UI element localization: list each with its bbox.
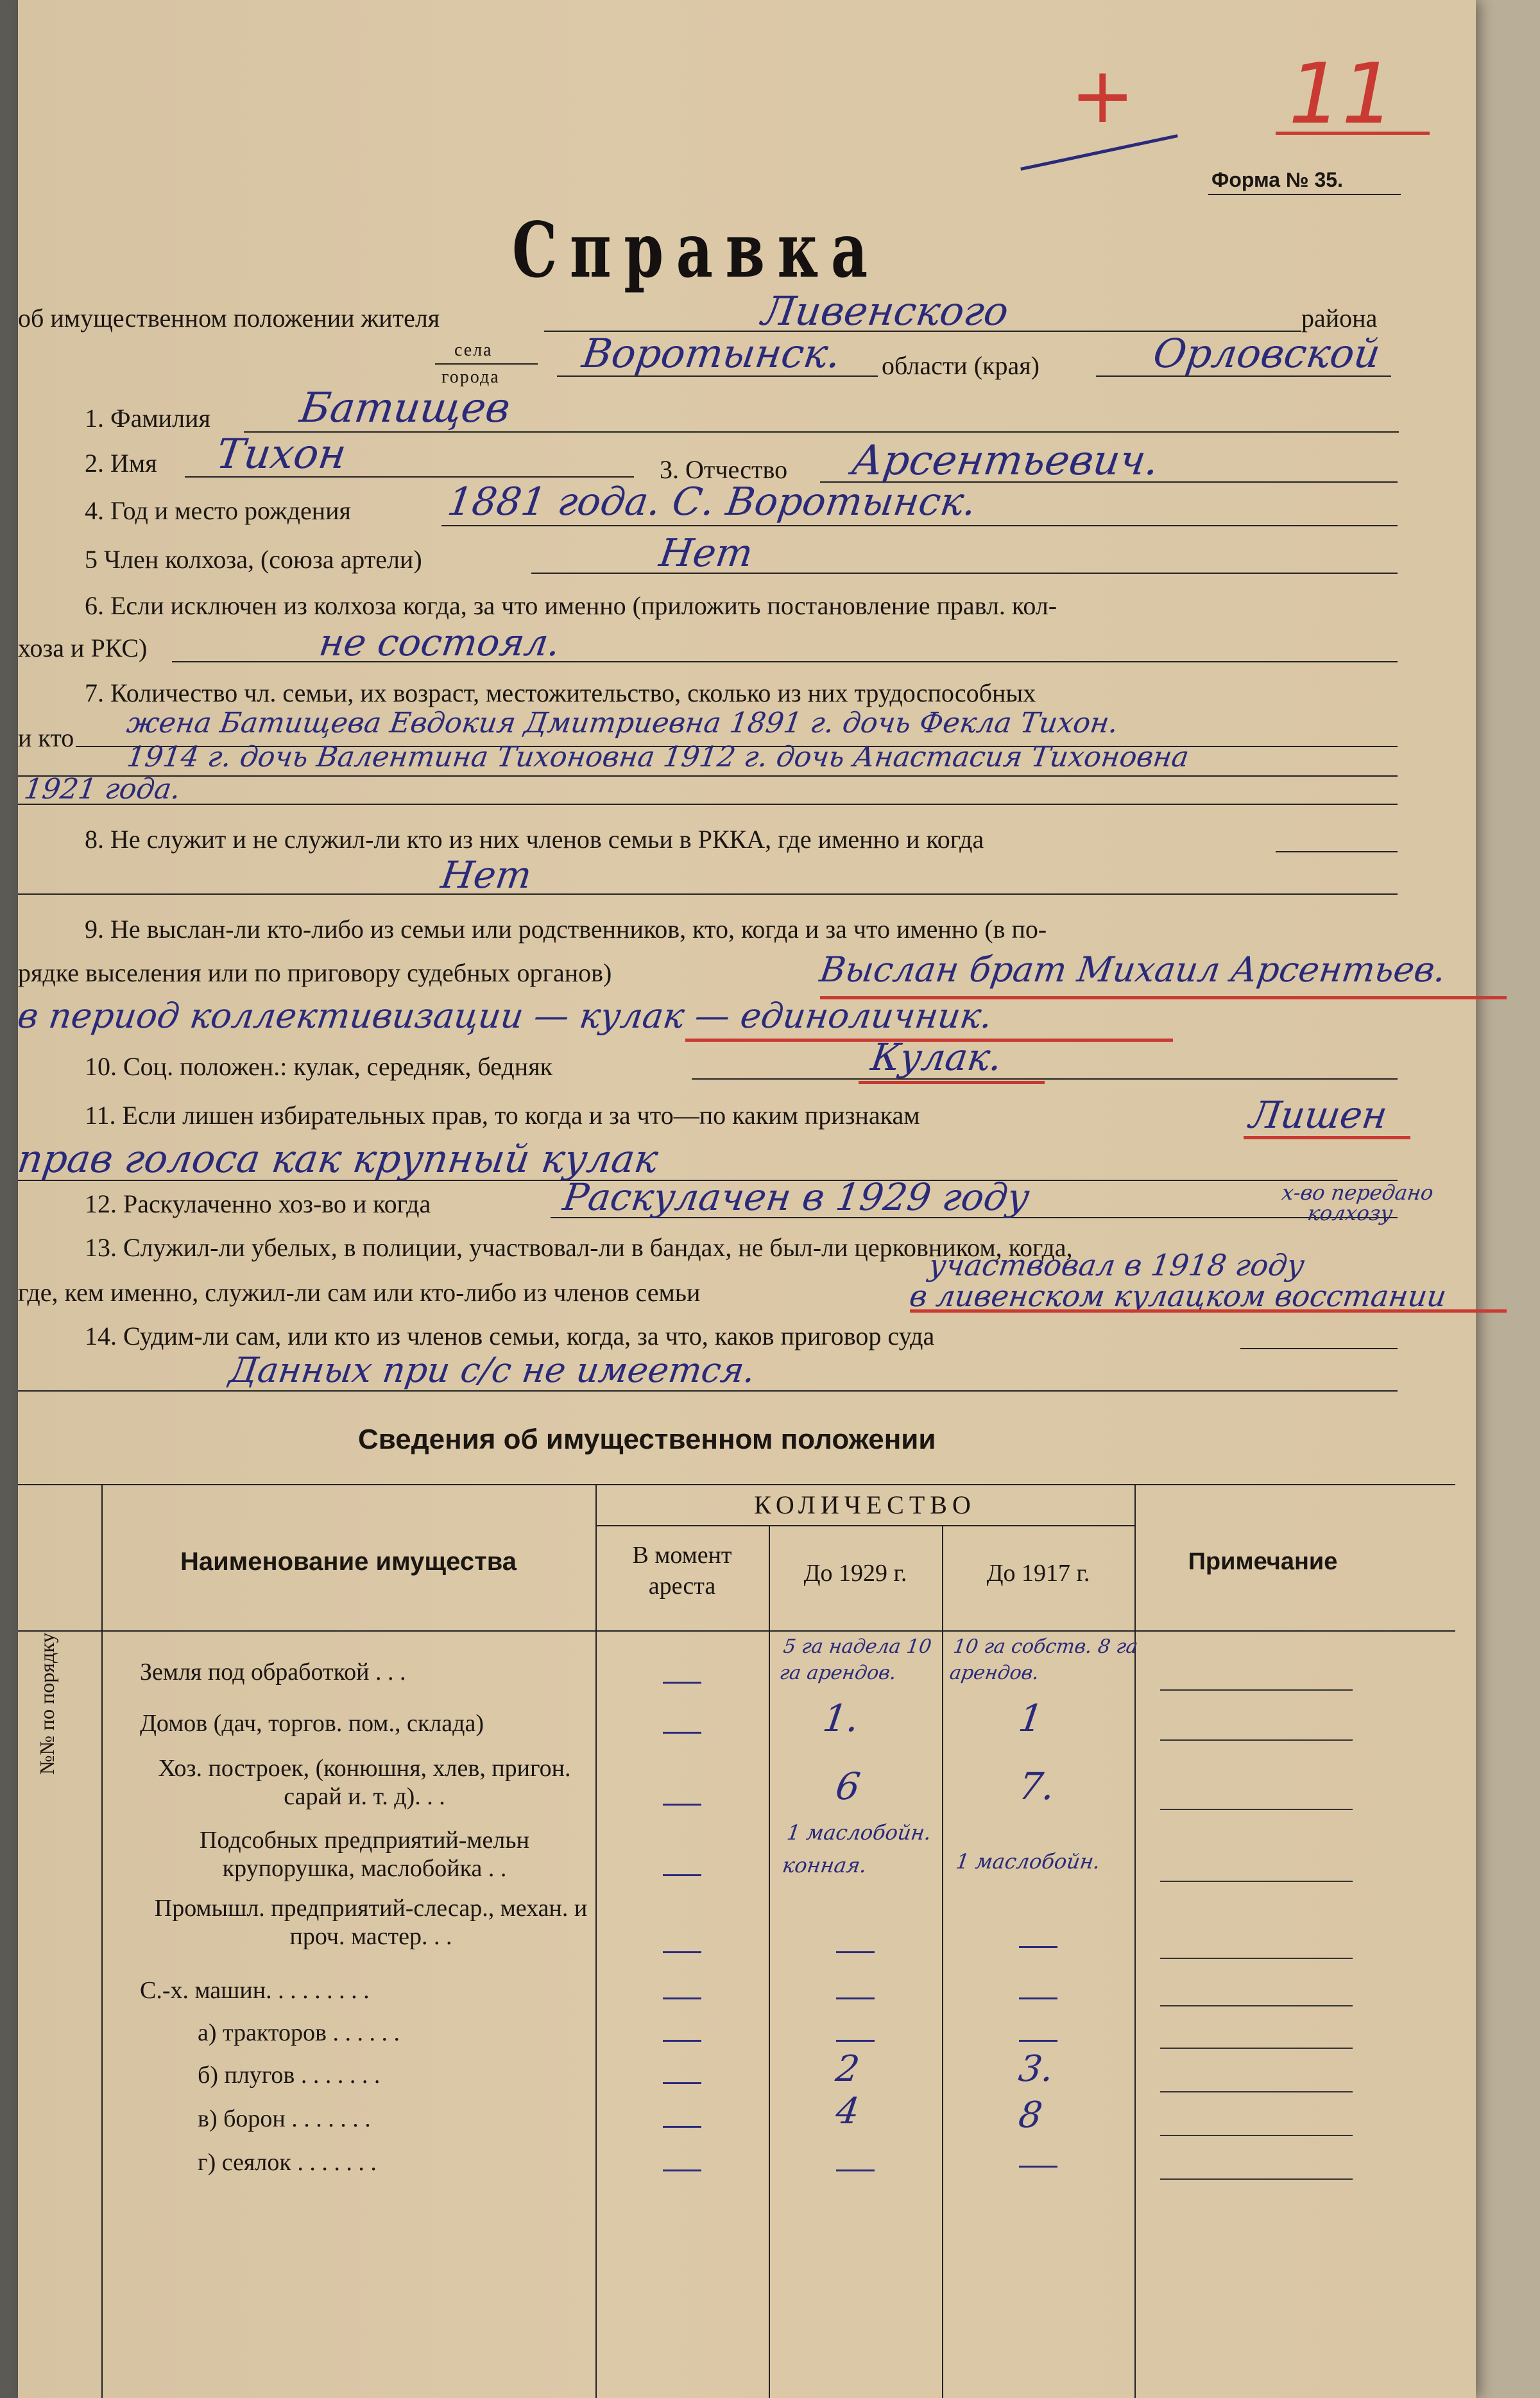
disenfranchised-red-underline xyxy=(1244,1136,1410,1139)
property-section-title: Сведения об имущественном положении xyxy=(358,1424,936,1455)
row-aux-note xyxy=(1160,1881,1353,1882)
row-industrial-name: Промышл. предприятий-слесар., механ. и проч. мастер. . . xyxy=(154,1895,588,1950)
corner-number-underline xyxy=(1276,132,1430,135)
selo-goroda-divider xyxy=(435,363,538,365)
goroda-label: города xyxy=(441,367,500,387)
row-aux-1929: 1 маслобойн. конная. xyxy=(780,1820,933,1878)
uprising-red-underline xyxy=(910,1309,1507,1313)
field4-label: 4. Год и место рождения xyxy=(85,496,351,525)
conviction-value: Данных при с/с не имеется. xyxy=(227,1350,758,1390)
table-top-border xyxy=(18,1484,1455,1485)
field14-line1: 14. Судим-ли сам, или кто из членов семьи, когда, за что, каков приговор суда xyxy=(85,1322,935,1350)
disenfranchised-value-2: прав голоса как крупный кулак xyxy=(15,1137,661,1182)
row-harrows-name: в) борон . . . . . . . xyxy=(198,2105,371,2132)
col-arrest-header: В момент ареста xyxy=(632,1542,732,1600)
row-industrial-arrest xyxy=(663,1951,701,1953)
document-title: Справка xyxy=(512,205,880,295)
family-value-2: 1914 г. дочь Валентина Тихоновна 1912 г. дочь Анастасия Тихоновна xyxy=(124,741,1192,773)
patronymic-value: Арсентьевич. xyxy=(848,437,1162,485)
row-machines-name: С.-х. машин. . . . . . . . . xyxy=(140,1977,370,2004)
surname-value: Батищев xyxy=(296,384,513,432)
col-note-header: Примечание xyxy=(1188,1548,1338,1575)
table-header-bottom xyxy=(18,1630,1455,1632)
row-ploughs-note xyxy=(1160,2091,1353,2092)
social-status-red-underline xyxy=(859,1081,1045,1084)
row-ploughs-1917: 3. xyxy=(1016,2048,1057,2090)
row-land-arrest xyxy=(663,1682,701,1684)
field13-line1: 13. Служил-ли убелых, в полиции, участвовал-ли в бандах, не был-ли церковником, когда, xyxy=(85,1233,1073,1262)
family-value-1: жена Батищева Евдокия Дмитриевна 1891 г. дочь Фекла Тихон. xyxy=(124,707,1120,739)
row-machines-1929 xyxy=(836,1997,875,1999)
document-sheet xyxy=(15,0,1476,2398)
row-land-1929: 5 га надела 10 га арендов. xyxy=(778,1635,933,1684)
intro-line2-mid: области (края) xyxy=(882,351,1040,380)
field13-line2: где, кем именно, служил-ли сам или кто-либо из членов семьи xyxy=(18,1278,701,1307)
row-houses-1917: 1 xyxy=(1016,1696,1046,1740)
row-seeders-note xyxy=(1160,2178,1353,2180)
row-aux-1917: 1 маслобойн. xyxy=(954,1849,1102,1874)
col-number-header: №№ по порядку xyxy=(35,1632,58,1775)
row-tractors-name: а) тракторов . . . . . . xyxy=(198,2019,400,2046)
field11-line1: 11. Если лишен избирательных прав, то когда и за что—по каким признакам xyxy=(85,1101,920,1130)
row-houses-1929: 1. xyxy=(820,1696,862,1740)
row-ploughs-name: б) плугов . . . . . . . xyxy=(198,2062,381,2089)
field9-line1: 9. Не выслан-ли кто-либо из семьи или родственников, кто, когда и за что именно (в по- xyxy=(85,915,1047,944)
row-harrows-1917: 8 xyxy=(1016,2094,1045,2136)
village-value: Воротынск. xyxy=(579,330,844,377)
row-aux-name: Подсобных предприятий-мельн крупорушка, маслобойка . . xyxy=(200,1827,529,1882)
exclusion-value: не состоял. xyxy=(316,621,563,664)
dekulakized-value: Раскулачен в 1929 году xyxy=(560,1175,1032,1219)
field7-underline-3 xyxy=(18,804,1398,805)
red-army-value: Нет xyxy=(438,853,535,897)
row-machines-arrest xyxy=(663,1997,701,1999)
dekulakized-note-1: х-во передано xyxy=(1280,1180,1435,1205)
row-ploughs-arrest xyxy=(663,2082,701,2084)
field8-underline-2 xyxy=(18,893,1398,895)
row-land-note xyxy=(1160,1689,1353,1691)
row-seeders-arrest xyxy=(663,2169,701,2171)
field10-underline xyxy=(692,1078,1398,1080)
field14-underline-2 xyxy=(18,1390,1398,1392)
row-seeders-name: г) сеялок . . . . . . . xyxy=(198,2149,377,2176)
field1-label: 1. Фамилия xyxy=(85,404,210,433)
field8-underline-1 xyxy=(1276,851,1398,852)
row-buildings-note xyxy=(1160,1809,1353,1810)
row-houses-name: Домов (дач, торгов. пом., склада) xyxy=(140,1710,484,1737)
col-1929-header: До 1929 г. xyxy=(803,1560,907,1587)
field14-underline-1 xyxy=(1240,1348,1398,1349)
kolkhoz-member-value: Нет xyxy=(656,531,756,576)
field7-prefix: и кто xyxy=(18,723,74,752)
row-seeders-1929 xyxy=(836,2169,875,2171)
row-buildings-1917: 7. xyxy=(1016,1764,1058,1808)
row-seeders-1917 xyxy=(1019,2166,1057,2168)
row-houses-arrest xyxy=(663,1732,701,1734)
row-tractors-note xyxy=(1160,2048,1353,2049)
field4-underline xyxy=(441,525,1398,526)
row-land-name: Земля под обработкой . . . xyxy=(140,1659,406,1686)
corner-mark-plus: + xyxy=(1070,51,1135,141)
family-value-3: 1921 года. xyxy=(22,773,183,806)
row-harrows-note xyxy=(1160,2135,1353,2136)
table-col-divider-1 xyxy=(101,1484,103,2398)
exile-value-1: Выслан брат Михаил Арсентьев. xyxy=(817,949,1449,990)
field12-label: 12. Раскулаченно хоз-во и когда xyxy=(85,1189,431,1218)
row-buildings-1929: 6 xyxy=(833,1764,863,1808)
table-col-divider-5 xyxy=(1134,1484,1136,2398)
row-buildings-arrest xyxy=(663,1804,701,1806)
col-name-header: Наименование имущества xyxy=(180,1548,517,1576)
col-1917-header: До 1917 г. xyxy=(986,1560,1090,1587)
row-harrows-1929: 4 xyxy=(833,2091,862,2132)
dekulakized-note-2: колхозу xyxy=(1306,1201,1394,1225)
first-name-value: Тихон xyxy=(213,431,349,478)
row-tractors-arrest xyxy=(663,2040,701,2042)
disenfranchised-value-1: Лишен xyxy=(1247,1093,1390,1137)
field5-label: 5 Член колхоза, (союза артели) xyxy=(85,545,422,574)
selo-label: села xyxy=(454,340,493,360)
field8-line1: 8. Не служит и не служил-ли кто из них членов семьи в РККА, где именно и когда xyxy=(85,825,984,854)
social-status-value: Кулак. xyxy=(868,1035,1005,1079)
row-houses-note xyxy=(1160,1739,1353,1741)
form-number-underline xyxy=(1208,194,1401,195)
intro-line1-suffix: района xyxy=(1301,304,1378,332)
district-value: Ливенского xyxy=(758,288,1012,334)
intro-line1-prefix: об имущественном положении жителя xyxy=(18,304,440,332)
row-buildings-name: Хоз. построек, (конюшня, хлев, пригон. сарай и. т. д). . . xyxy=(158,1755,571,1810)
table-col-divider-3 xyxy=(769,1525,770,2398)
field6-line2: хоза и РКС) xyxy=(18,634,148,662)
field10-label: 10. Соц. положен.: кулак, середняк, бедняк xyxy=(85,1052,553,1081)
col-quantity-header: КОЛИЧЕСТВО xyxy=(754,1490,976,1519)
region-value: Орловской xyxy=(1150,330,1383,377)
exile-value-2: в период коллективизации — кулак — единоличник. xyxy=(15,996,995,1036)
field9-line2: рядке выселения или по приговору судебных органов) xyxy=(18,958,612,987)
birth-value: 1881 года. С. Воротынск. xyxy=(445,479,979,524)
row-tractors-1929 xyxy=(836,2040,875,2042)
row-ploughs-1929: 2 xyxy=(833,2048,862,2090)
field7-line1: 7. Количество чл. семьи, их возраст, местожительство, сколько из них трудоспособных xyxy=(85,678,1036,707)
field6-line1: 6. Если исключен из колхоза когда, за что именно (приложить постановление правл. кол- xyxy=(85,591,1057,620)
row-tractors-1917 xyxy=(1019,2040,1057,2042)
row-harrows-arrest xyxy=(663,2126,701,2128)
row-machines-1917 xyxy=(1019,1997,1057,1999)
row-industrial-1917 xyxy=(1019,1946,1057,1948)
row-industrial-1929 xyxy=(836,1951,875,1953)
uprising-value-1: участвовал в 1918 году xyxy=(927,1248,1307,1282)
row-machines-note xyxy=(1160,2005,1353,2006)
row-aux-arrest xyxy=(663,1874,701,1876)
uprising-value-2: в ливенском кулацком восстании xyxy=(907,1279,1449,1313)
row-land-1917: 10 га собств. 8 га арендов. xyxy=(948,1635,1140,1684)
field3-label: 3. Отчество xyxy=(660,455,788,484)
field7-underline-2 xyxy=(18,775,1398,777)
field2-label: 2. Имя xyxy=(85,449,157,478)
row-industrial-note xyxy=(1160,1958,1353,1959)
quantity-subheader-line xyxy=(595,1525,1134,1526)
corner-mark-number: 11 xyxy=(1288,45,1395,142)
form-number: Форма № 35. xyxy=(1211,168,1343,191)
